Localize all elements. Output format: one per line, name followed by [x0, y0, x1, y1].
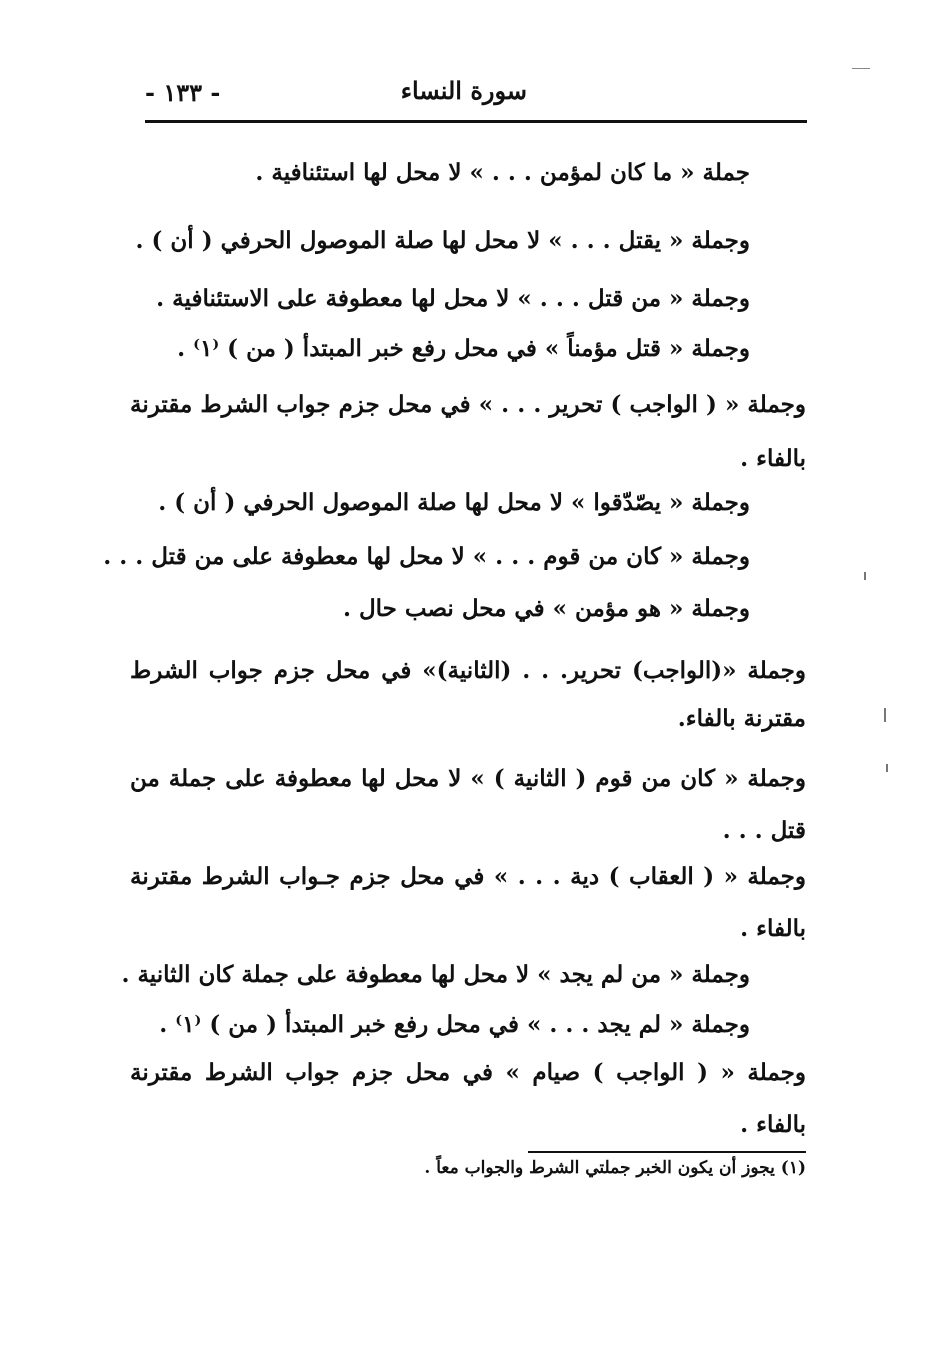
- text-line: بالفاء .: [740, 445, 806, 472]
- text-line: وجملة « ( الواجب ) تحرير . . . » في محل جزم جواب الشرط مقترنة: [130, 391, 806, 418]
- margin-mark: [864, 572, 866, 580]
- text-line: بالفاء .: [740, 1111, 806, 1138]
- text-line: وجملة « كان من قوم . . . » لا محل لها معطوفة على من قتل . . .: [103, 543, 750, 570]
- text-line: وجملة « لم يجد . . . » في محل رفع خبر المبتدأ ( من ) ⁽١⁾ .: [159, 1011, 750, 1038]
- text-line: وجملة « من لم يجد » لا محل لها معطوفة على جملة كان الثانية .: [121, 961, 750, 988]
- text-line: وجملة « ( العقاب ) دية . . . » في محل جزم جـواب الشرط مقترنة: [130, 863, 806, 890]
- footnote: (١) يجوز أن يكون الخبر جملتي الشرط والجواب معاً .: [424, 1158, 806, 1178]
- text-line: وجملة « من قتل . . . » لا محل لها معطوفة على الاستئنافية .: [156, 285, 750, 312]
- page-number: - ١٣٣ -: [145, 78, 221, 107]
- text-line: وجملة « كان من قوم ( الثانية ) » لا محل لها معطوفة على جملة من: [130, 765, 806, 792]
- text-line: وجملة « قتل مؤمناً » في محل رفع خبر المبتدأ ( من ) ⁽١⁾ .: [177, 335, 750, 362]
- text-line: وجملة «(الواجب) تحرير. . . (الثانية)» في محل جزم جواب الشرط: [130, 657, 806, 684]
- text-line: وجملة « هو مؤمن » في محل نصب حال .: [342, 595, 750, 622]
- text-line: وجملة « ( الواجب ) صيام » في محل جزم جواب الشرط مقترنة: [130, 1059, 806, 1086]
- text-line: جملة « ما كان لمؤمن . . . » لا محل لها استئنافية .: [255, 159, 750, 186]
- text-line: مقترنة بالفاء.: [677, 705, 806, 732]
- margin-mark: [884, 708, 886, 722]
- surah-title: سورة النساء: [400, 76, 527, 105]
- text-line: وجملة « يقتل . . . » لا محل لها صلة الموصول الحرفي ( أن ) .: [135, 227, 750, 254]
- margin-mark: [886, 764, 888, 772]
- text-line: قتل . . .: [722, 817, 806, 844]
- text-line: بالفاء .: [740, 915, 806, 942]
- footnote-rule: [528, 1151, 806, 1153]
- text-line: وجملة « يصّدّقوا » لا محل لها صلة الموصول الحرفي ( أن ) .: [158, 489, 750, 516]
